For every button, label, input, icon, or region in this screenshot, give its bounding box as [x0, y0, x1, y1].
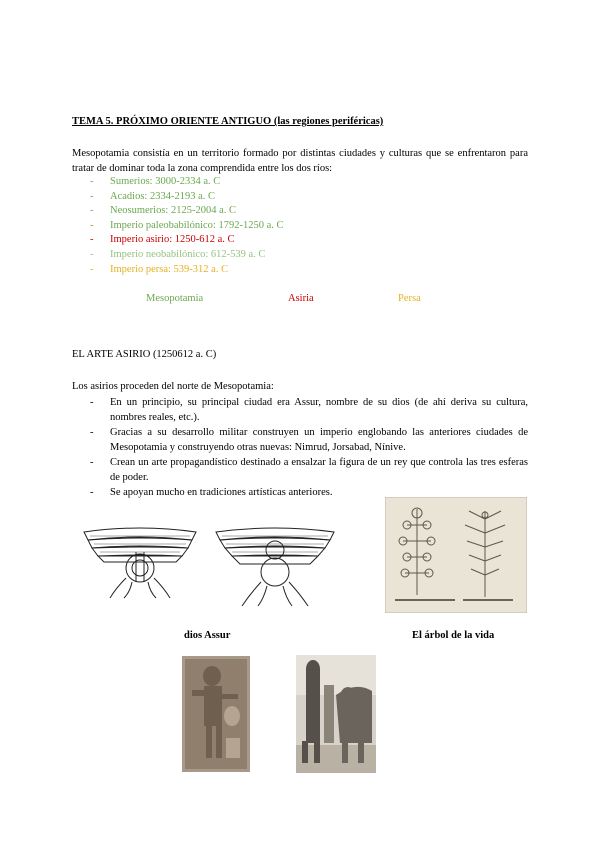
period-item-sumerios: - Sumerios: 3000-2334 a. C	[90, 176, 221, 187]
period-item-acadios: - Acadios: 2334-2193 a. C	[90, 190, 215, 202]
intro-paragraph: Mesopotamia consistía en un territorio formado por distintas ciudades y culturas que se enfrentaron para tratar de dominar toda la zona comprendida entre los dos ríos:	[72, 148, 528, 174]
section-heading: EL ARTE ASIRIO (1250612 a. C)	[72, 349, 217, 360]
periods-list	[90, 175, 284, 277]
bullet-item: - En un principio, su principal ciudad era Assur, nombre de su dios (de ahí deriva su cultura, nombres reales, etc.).	[90, 397, 528, 423]
bullet-item: - Gracias a su desarrollo militar construyen un imperio englobando las anteriores ciudades de Mesopotamia y construyendo otras nuevas: Nimrud, Jorsabad, Nínive.	[90, 427, 528, 453]
winged-disk-assur-image-2	[212, 520, 338, 608]
period-item-paleobabilonico: - Imperio paleobabilónico: 1792-1250 a. C	[90, 219, 284, 231]
lamassu-photo	[296, 655, 376, 773]
caption-arbol-vida: El árbol de la vida	[412, 630, 495, 641]
assyrian-relief-photo	[182, 656, 250, 772]
legend-persa: Persa	[398, 293, 421, 304]
bullet-item: - Crean un arte propagandístico destinado a ensalzar la figura de un rey que controla las tres esferas de poder.	[90, 457, 528, 483]
page-title: TEMA 5. PRÓXIMO ORIENTE ANTIGUO (las regiones periféricas)	[72, 116, 384, 127]
legend-asiria: Asiria	[288, 293, 314, 304]
period-item-asirio: - Imperio asirio: 1250-612 a. C	[90, 234, 235, 246]
bullet-item: - Se apoyan mucho en tradiciones artísticas anteriores.	[90, 487, 333, 498]
caption-dios-assur: dios Assur	[184, 630, 231, 641]
period-item-neobabilonico: - Imperio neobabilónico: 612-539 a. C	[90, 248, 266, 260]
legend-mesopotamia: Mesopotamia	[146, 293, 204, 304]
tree-of-life-image	[385, 497, 527, 613]
period-item-neosumerios: - Neosumerios: 2125-2004 a. C	[90, 205, 236, 217]
period-item-persa: - Imperio persa: 539-312 a. C	[90, 263, 229, 275]
section-intro: Los asirios proceden del norte de Mesopotamia:	[72, 381, 274, 392]
assyria-bullets	[90, 395, 528, 500]
winged-disk-assur-image-1	[80, 522, 200, 602]
